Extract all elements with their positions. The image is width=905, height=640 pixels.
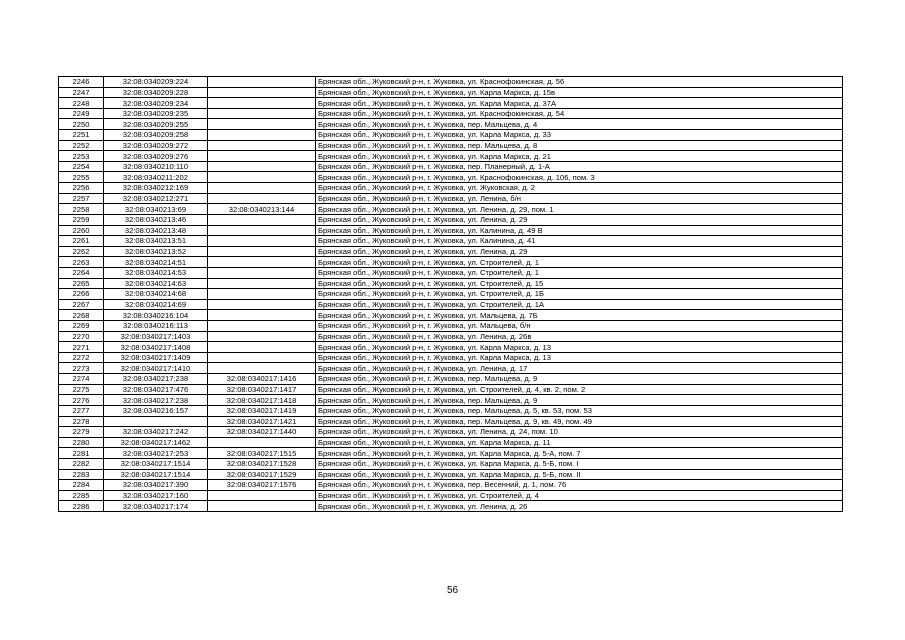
address-cell: Брянская обл., Жуковский р-н, г. Жуковка, ул. Строителей, д. 15 bbox=[316, 278, 843, 289]
cadastral-number-cell: 32:08:0340209:276 bbox=[104, 151, 208, 162]
page-number: 56 bbox=[446, 585, 459, 596]
table-row bbox=[59, 267, 843, 278]
table-row bbox=[59, 87, 843, 98]
row-number-cell: 2251 bbox=[59, 130, 104, 141]
table-row bbox=[59, 151, 843, 162]
address-cell: Брянская обл., Жуковский р-н, г. Жуковка, ул. Мальцева, д. 7Б bbox=[316, 310, 843, 321]
address-cell: Брянская обл., Жуковский р-н, г. Жуковка, пер. Мальцева, д. 8 bbox=[316, 140, 843, 151]
related-cadastral-number-cell: 32:08:0340217:1417 bbox=[208, 384, 316, 395]
table-row bbox=[59, 501, 843, 512]
table-row bbox=[59, 310, 843, 321]
related-cadastral-number-cell bbox=[208, 183, 316, 194]
address-cell: Брянская обл., Жуковский р-н, г. Жуковка, ул. Карла Маркса, д. 5-Б, пом. II bbox=[316, 469, 843, 480]
row-number-cell: 2257 bbox=[59, 193, 104, 204]
address-cell: Брянская обл., Жуковский р-н, г. Жуковка, ул. Карла Маркса, д. 37А bbox=[316, 98, 843, 109]
related-cadastral-number-cell bbox=[208, 130, 316, 141]
row-number-cell: 2258 bbox=[59, 204, 104, 215]
row-number-cell: 2263 bbox=[59, 257, 104, 268]
related-cadastral-number-cell bbox=[208, 278, 316, 289]
row-number-cell: 2286 bbox=[59, 501, 104, 512]
row-number-cell: 2283 bbox=[59, 469, 104, 480]
related-cadastral-number-cell bbox=[208, 490, 316, 501]
row-number-cell: 2260 bbox=[59, 225, 104, 236]
address-cell: Брянская обл., Жуковский р-н, г. Жуковка, ул. Ленина, б/н bbox=[316, 193, 843, 204]
row-number-cell: 2256 bbox=[59, 183, 104, 194]
cadastral-number-cell: 32:08:0340214:63 bbox=[104, 278, 208, 289]
row-number-cell: 2271 bbox=[59, 342, 104, 353]
related-cadastral-number-cell bbox=[208, 77, 316, 88]
row-number-cell: 2255 bbox=[59, 172, 104, 183]
related-cadastral-number-cell bbox=[208, 257, 316, 268]
cadastral-number-cell: 32:08:0340217:174 bbox=[104, 501, 208, 512]
related-cadastral-number-cell bbox=[208, 246, 316, 257]
cadastral-number-cell: 32:08:0340216:157 bbox=[104, 405, 208, 416]
address-cell: Брянская обл., Жуковский р-н, г. Жуковка, ул. Калинина, д. 41 bbox=[316, 236, 843, 247]
row-number-cell: 2268 bbox=[59, 310, 104, 321]
row-number-cell: 2277 bbox=[59, 405, 104, 416]
cadastral-number-cell: 32:08:0340217:242 bbox=[104, 427, 208, 438]
cadastral-number-cell: 32:08:0340217:390 bbox=[104, 480, 208, 491]
address-cell: Брянская обл., Жуковский р-н, г. Жуковка, пер. Мальцева, д. 9 bbox=[316, 374, 843, 385]
row-number-cell: 2250 bbox=[59, 119, 104, 130]
table-row bbox=[59, 458, 843, 469]
address-cell: Брянская обл., Жуковский р-н, г. Жуковка, ул. Строителей, д. 4 bbox=[316, 490, 843, 501]
related-cadastral-number-cell bbox=[208, 501, 316, 512]
table-row bbox=[59, 427, 843, 438]
table-row bbox=[59, 363, 843, 374]
row-number-cell: 2272 bbox=[59, 352, 104, 363]
related-cadastral-number-cell bbox=[208, 161, 316, 172]
address-cell: Брянская обл., Жуковский р-н, г. Жуковка, ул. Ленина, д. 26 bbox=[316, 501, 843, 512]
table-row bbox=[59, 352, 843, 363]
row-number-cell: 2278 bbox=[59, 416, 104, 427]
table-row bbox=[59, 98, 843, 109]
table-row bbox=[59, 257, 843, 268]
related-cadastral-number-cell: 32:08:0340217:1528 bbox=[208, 458, 316, 469]
table-row bbox=[59, 77, 843, 88]
cadastral-number-cell: 32:08:0340214:51 bbox=[104, 257, 208, 268]
table-row bbox=[59, 395, 843, 406]
table-row bbox=[59, 331, 843, 342]
table-row bbox=[59, 321, 843, 332]
address-cell: Брянская обл., Жуковский р-н, г. Жуковка, ул. Ленина, д. 17 bbox=[316, 363, 843, 374]
address-cell: Брянская обл., Жуковский р-н, г. Жуковка, ул. Строителей, д. 1Б bbox=[316, 289, 843, 300]
related-cadastral-number-cell bbox=[208, 151, 316, 162]
address-cell: Брянская обл., Жуковский р-н, г. Жуковка, ул. Карла Маркса, д. 13 bbox=[316, 352, 843, 363]
table-row bbox=[59, 140, 843, 151]
cadastral-number-cell: 32:08:0340217:1408 bbox=[104, 342, 208, 353]
registry-table-body bbox=[59, 77, 843, 512]
table-row bbox=[59, 416, 843, 427]
row-number-cell: 2285 bbox=[59, 490, 104, 501]
related-cadastral-number-cell bbox=[208, 267, 316, 278]
table-row bbox=[59, 278, 843, 289]
registry-table bbox=[58, 76, 843, 512]
cadastral-number-cell: 32:08:0340212:169 bbox=[104, 183, 208, 194]
table-row bbox=[59, 161, 843, 172]
row-number-cell: 2284 bbox=[59, 480, 104, 491]
address-cell: Брянская обл., Жуковский р-н, г. Жуковка, ул. Строителей, д. 1 bbox=[316, 257, 843, 268]
cadastral-number-cell: 32:08:0340209:255 bbox=[104, 119, 208, 130]
related-cadastral-number-cell bbox=[208, 87, 316, 98]
address-cell: Брянская обл., Жуковский р-н, г. Жуковка, пер. Весенний, д. 1, пом. 76 bbox=[316, 480, 843, 491]
table-row bbox=[59, 246, 843, 257]
cadastral-number-cell: 32:08:0340212:271 bbox=[104, 193, 208, 204]
cadastral-number-cell: 32:08:0340209:258 bbox=[104, 130, 208, 141]
table-row bbox=[59, 193, 843, 204]
row-number-cell: 2261 bbox=[59, 236, 104, 247]
address-cell: Брянская обл., Жуковский р-н, г. Жуковка, ул. Карла Маркса, д. 13 bbox=[316, 342, 843, 353]
related-cadastral-number-cell bbox=[208, 172, 316, 183]
row-number-cell: 2249 bbox=[59, 108, 104, 119]
table-row bbox=[59, 448, 843, 459]
row-number-cell: 2262 bbox=[59, 246, 104, 257]
cadastral-number-cell: 32:08:0340214:69 bbox=[104, 299, 208, 310]
cadastral-number-cell: 32:08:0340210:110 bbox=[104, 161, 208, 172]
cadastral-number-cell: 32:08:0340214:53 bbox=[104, 267, 208, 278]
cadastral-number-cell: 32:08:0340217:1514 bbox=[104, 469, 208, 480]
table-row bbox=[59, 299, 843, 310]
cadastral-number-cell: 32:08:0340214:68 bbox=[104, 289, 208, 300]
cadastral-number-cell: 32:08:0340217:1462 bbox=[104, 437, 208, 448]
related-cadastral-number-cell: 32:08:0340217:1421 bbox=[208, 416, 316, 427]
row-number-cell: 2273 bbox=[59, 363, 104, 374]
related-cadastral-number-cell bbox=[208, 236, 316, 247]
address-cell: Брянская обл., Жуковский р-н, г. Жуковка, ул. Калинина, д. 49 В bbox=[316, 225, 843, 236]
cadastral-number-cell: 32:08:0340211:202 bbox=[104, 172, 208, 183]
table-row bbox=[59, 130, 843, 141]
cadastral-number-cell: 32:08:0340213:46 bbox=[104, 214, 208, 225]
table-row bbox=[59, 374, 843, 385]
related-cadastral-number-cell: 32:08:0340217:1529 bbox=[208, 469, 316, 480]
address-cell: Брянская обл., Жуковский р-н, г. Жуковка, ул. Ленина, д. 29, пом. 1 bbox=[316, 204, 843, 215]
related-cadastral-number-cell: 32:08:0340217:1440 bbox=[208, 427, 316, 438]
address-cell: Брянская обл., Жуковский р-н, г. Жуковка, ул. Ленина, д. 26в bbox=[316, 331, 843, 342]
related-cadastral-number-cell bbox=[208, 363, 316, 374]
address-cell: Брянская обл., Жуковский р-н, г. Жуковка, ул. Строителей, д. 1А bbox=[316, 299, 843, 310]
address-cell: Брянская обл., Жуковский р-н, г. Жуковка, ул. Карла Маркса, д. 11 bbox=[316, 437, 843, 448]
address-cell: Брянская обл., Жуковский р-н, г. Жуковка, пер. Планерный, д. 1-А bbox=[316, 161, 843, 172]
address-cell: Брянская обл., Жуковский р-н, г. Жуковка, ул. Мальцева, б/н bbox=[316, 321, 843, 332]
address-cell: Брянская обл., Жуковский р-н, г. Жуковка, пер. Мальцева, д. 9, кв. 49, пом. 49 bbox=[316, 416, 843, 427]
cadastral-number-cell: 32:08:0340213:52 bbox=[104, 246, 208, 257]
address-cell: Брянская обл., Жуковский р-н, г. Жуковка, ул. Карла Маркса, д. 21 bbox=[316, 151, 843, 162]
related-cadastral-number-cell bbox=[208, 299, 316, 310]
address-cell: Брянская обл., Жуковский р-н, г. Жуковка, ул. Краснофокинская, д. 56 bbox=[316, 77, 843, 88]
cadastral-number-cell: 32:08:0340213:51 bbox=[104, 236, 208, 247]
cadastral-number-cell: 32:08:0340209:272 bbox=[104, 140, 208, 151]
row-number-cell: 2269 bbox=[59, 321, 104, 332]
table-row bbox=[59, 214, 843, 225]
row-number-cell: 2266 bbox=[59, 289, 104, 300]
cadastral-number-cell: 32:08:0340216:113 bbox=[104, 321, 208, 332]
table-row bbox=[59, 183, 843, 194]
table-row bbox=[59, 437, 843, 448]
row-number-cell: 2275 bbox=[59, 384, 104, 395]
address-cell: Брянская обл., Жуковский р-н, г. Жуковка, ул. Карла Маркса, д. 5-А, пом. 7 bbox=[316, 448, 843, 459]
address-cell: Брянская обл., Жуковский р-н, г. Жуковка, ул. Карла Маркса, д. 5-Б, пом. I bbox=[316, 458, 843, 469]
cadastral-number-cell: 32:08:0340217:1514 bbox=[104, 458, 208, 469]
table-row bbox=[59, 469, 843, 480]
row-number-cell: 2274 bbox=[59, 374, 104, 385]
related-cadastral-number-cell: 32:08:0340217:1416 bbox=[208, 374, 316, 385]
table-row bbox=[59, 490, 843, 501]
table-row bbox=[59, 405, 843, 416]
cadastral-number-cell: 32:08:0340216:104 bbox=[104, 310, 208, 321]
related-cadastral-number-cell: 32:08:0340213:144 bbox=[208, 204, 316, 215]
cadastral-number-cell: 32:08:0340209:235 bbox=[104, 108, 208, 119]
cadastral-number-cell: 32:08:0340209:224 bbox=[104, 77, 208, 88]
related-cadastral-number-cell: 32:08:0340217:1576 bbox=[208, 480, 316, 491]
related-cadastral-number-cell bbox=[208, 331, 316, 342]
row-number-cell: 2246 bbox=[59, 77, 104, 88]
related-cadastral-number-cell bbox=[208, 225, 316, 236]
related-cadastral-number-cell bbox=[208, 119, 316, 130]
cadastral-number-cell bbox=[104, 416, 208, 427]
row-number-cell: 2279 bbox=[59, 427, 104, 438]
cadastral-number-cell: 32:08:0340217:1410 bbox=[104, 363, 208, 374]
row-number-cell: 2282 bbox=[59, 458, 104, 469]
cadastral-number-cell: 32:08:0340217:238 bbox=[104, 395, 208, 406]
cadastral-number-cell: 32:08:0340217:1409 bbox=[104, 352, 208, 363]
related-cadastral-number-cell bbox=[208, 289, 316, 300]
address-cell: Брянская обл., Жуковский р-н, г. Жуковка, ул. Краснофокинская, д. 106, пом. 3 bbox=[316, 172, 843, 183]
cadastral-number-cell: 32:08:0340217:238 bbox=[104, 374, 208, 385]
related-cadastral-number-cell: 32:08:0340217:1419 bbox=[208, 405, 316, 416]
address-cell: Брянская обл., Жуковский р-н, г. Жуковка, ул. Ленина, д. 24, пом. 10 bbox=[316, 427, 843, 438]
related-cadastral-number-cell bbox=[208, 214, 316, 225]
related-cadastral-number-cell bbox=[208, 321, 316, 332]
table-row bbox=[59, 204, 843, 215]
table-row bbox=[59, 384, 843, 395]
related-cadastral-number-cell bbox=[208, 310, 316, 321]
cadastral-number-cell: 32:08:0340209:228 bbox=[104, 87, 208, 98]
row-number-cell: 2281 bbox=[59, 448, 104, 459]
address-cell: Брянская обл., Жуковский р-н, г. Жуковка, пер. Мальцева, д. 5, кв. 53, пом. 53 bbox=[316, 405, 843, 416]
cadastral-number-cell: 32:08:0340213:48 bbox=[104, 225, 208, 236]
table-row bbox=[59, 225, 843, 236]
address-cell: Брянская обл., Жуковский р-н, г. Жуковка, ул. Ленина, д. 29 bbox=[316, 246, 843, 257]
address-cell: Брянская обл., Жуковский р-н, г. Жуковка, пер. Мальцева, д. 9 bbox=[316, 395, 843, 406]
address-cell: Брянская обл., Жуковский р-н, г. Жуковка, ул. Карла Маркса, д. 33 bbox=[316, 130, 843, 141]
row-number-cell: 2254 bbox=[59, 161, 104, 172]
table-row bbox=[59, 119, 843, 130]
related-cadastral-number-cell bbox=[208, 108, 316, 119]
related-cadastral-number-cell bbox=[208, 352, 316, 363]
row-number-cell: 2280 bbox=[59, 437, 104, 448]
row-number-cell: 2264 bbox=[59, 267, 104, 278]
address-cell: Брянская обл., Жуковский р-н, г. Жуковка, ул. Ленина, д. 29 bbox=[316, 214, 843, 225]
address-cell: Брянская обл., Жуковский р-н, г. Жуковка, ул. Карла Маркса, д. 15в bbox=[316, 87, 843, 98]
row-number-cell: 2247 bbox=[59, 87, 104, 98]
address-cell: Брянская обл., Жуковский р-н, г. Жуковка, ул. Жуковская, д. 2 bbox=[316, 183, 843, 194]
related-cadastral-number-cell bbox=[208, 342, 316, 353]
cadastral-number-cell: 32:08:0340209:234 bbox=[104, 98, 208, 109]
row-number-cell: 2259 bbox=[59, 214, 104, 225]
table-row bbox=[59, 289, 843, 300]
address-cell: Брянская обл., Жуковский р-н, г. Жуковка, ул. Строителей, д. 1 bbox=[316, 267, 843, 278]
table-row bbox=[59, 172, 843, 183]
related-cadastral-number-cell bbox=[208, 193, 316, 204]
cadastral-number-cell: 32:08:0340217:160 bbox=[104, 490, 208, 501]
row-number-cell: 2270 bbox=[59, 331, 104, 342]
table-row bbox=[59, 480, 843, 491]
address-cell: Брянская обл., Жуковский р-н, г. Жуковка, ул. Краснофокинская, д. 54 bbox=[316, 108, 843, 119]
table-row bbox=[59, 342, 843, 353]
cadastral-number-cell: 32:08:0340217:253 bbox=[104, 448, 208, 459]
row-number-cell: 2253 bbox=[59, 151, 104, 162]
row-number-cell: 2276 bbox=[59, 395, 104, 406]
related-cadastral-number-cell bbox=[208, 437, 316, 448]
address-cell: Брянская обл., Жуковский р-н, г. Жуковка, ул. Строителей, д. 4, кв. 2, пом. 2 bbox=[316, 384, 843, 395]
related-cadastral-number-cell bbox=[208, 140, 316, 151]
table-row bbox=[59, 236, 843, 247]
related-cadastral-number-cell bbox=[208, 98, 316, 109]
related-cadastral-number-cell: 32:08:0340217:1418 bbox=[208, 395, 316, 406]
cadastral-number-cell: 32:08:0340217:1403 bbox=[104, 331, 208, 342]
row-number-cell: 2252 bbox=[59, 140, 104, 151]
row-number-cell: 2248 bbox=[59, 98, 104, 109]
table-row bbox=[59, 108, 843, 119]
row-number-cell: 2267 bbox=[59, 299, 104, 310]
cadastral-number-cell: 32:08:0340213:69 bbox=[104, 204, 208, 215]
related-cadastral-number-cell: 32:08:0340217:1515 bbox=[208, 448, 316, 459]
row-number-cell: 2265 bbox=[59, 278, 104, 289]
address-cell: Брянская обл., Жуковский р-н, г. Жуковка, пер. Мальцева, д. 4 bbox=[316, 119, 843, 130]
cadastral-number-cell: 32:08:0340217:476 bbox=[104, 384, 208, 395]
